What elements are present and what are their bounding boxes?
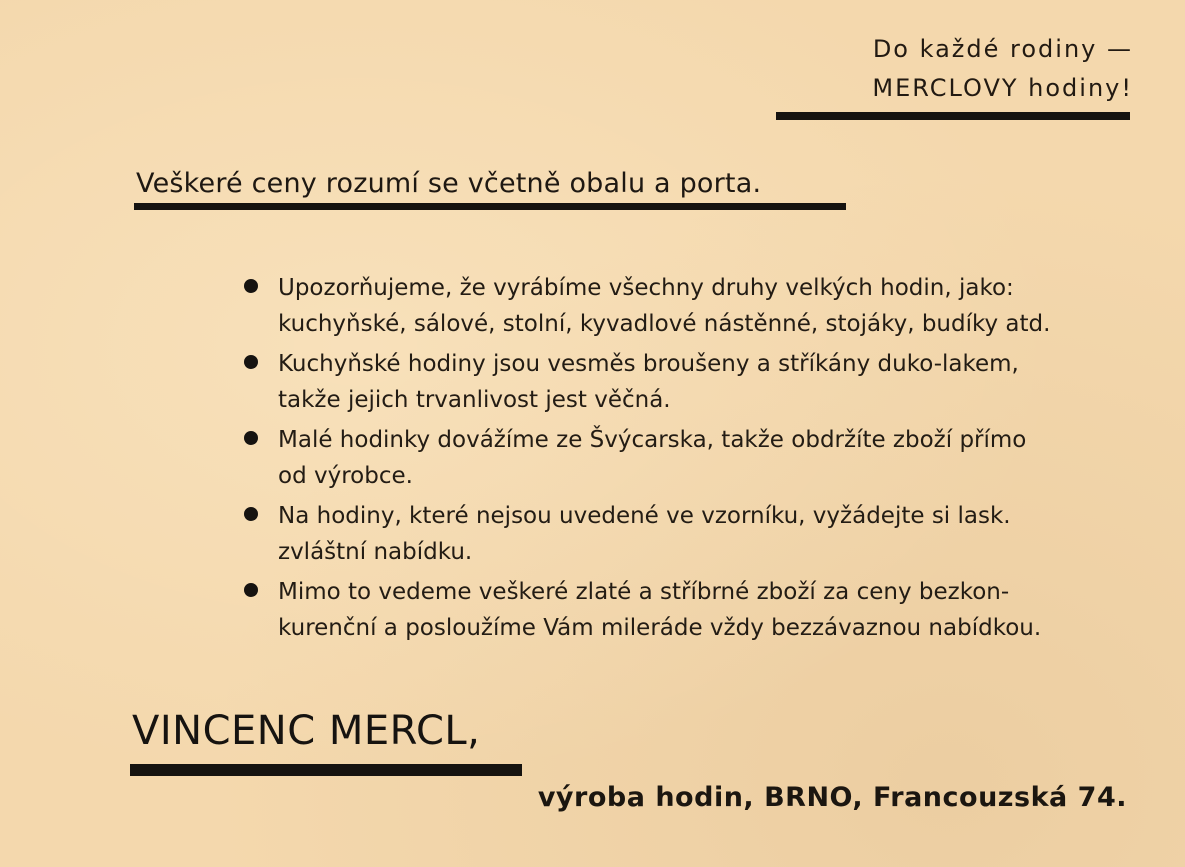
notice-line: takže jejich trvanlivost jest věčná. (278, 387, 671, 413)
bullet-icon (244, 507, 258, 521)
notice-line: Upozorňujeme, že vyrábíme všechny druhy velkých hodin, jako: (278, 275, 1014, 301)
notice-item (244, 574, 1144, 646)
company-name: VINCENC MERCL, (132, 708, 481, 754)
bullet-icon (244, 583, 258, 597)
notice-item (244, 498, 1144, 570)
slogan-underline (776, 112, 1130, 120)
company-underline (130, 764, 522, 776)
notice-item (244, 346, 1144, 418)
notice-line: od výrobce. (278, 463, 413, 489)
bullet-icon (244, 355, 258, 369)
bullet-icon (244, 431, 258, 445)
notice-line: kurenční a posloužíme Vám mileráde vždy bezzávaznou nabídkou. (278, 615, 1042, 641)
notice-line: Kuchyňské hodiny jsou vesměs broušeny a stříkány duko-lakem, (278, 351, 1019, 377)
notice-item (244, 422, 1144, 494)
notice-list (244, 270, 1144, 650)
slogan (872, 30, 1133, 108)
prices-note-underline (134, 203, 846, 210)
company-address: výroba hodin, BRNO, Francouzská 74. (537, 782, 1127, 813)
slogan-line-2: MERCLOVY hodiny! (872, 74, 1133, 102)
notice-line: zvláštní nabídku. (278, 539, 473, 565)
slogan-line-1: Do každé rodiny — (872, 35, 1133, 63)
prices-note: Veškeré ceny rozumí se včetně obalu a porta. (136, 168, 762, 199)
notice-item (244, 270, 1144, 342)
notice-line: Malé hodinky dovážíme ze Švýcarska, takže obdržíte zboží přímo (278, 427, 1027, 453)
notice-line: kuchyňské, sálové, stolní, kyvadlové nástěnné, stojáky, budíky atd. (278, 311, 1051, 337)
notice-line: Na hodiny, které nejsou uvedené ve vzorníku, vyžádejte si lask. (278, 503, 1011, 529)
notice-line: Mimo to vedeme veškeré zlaté a stříbrné zboží za ceny bezkon- (278, 579, 1010, 605)
bullet-icon (244, 279, 258, 293)
